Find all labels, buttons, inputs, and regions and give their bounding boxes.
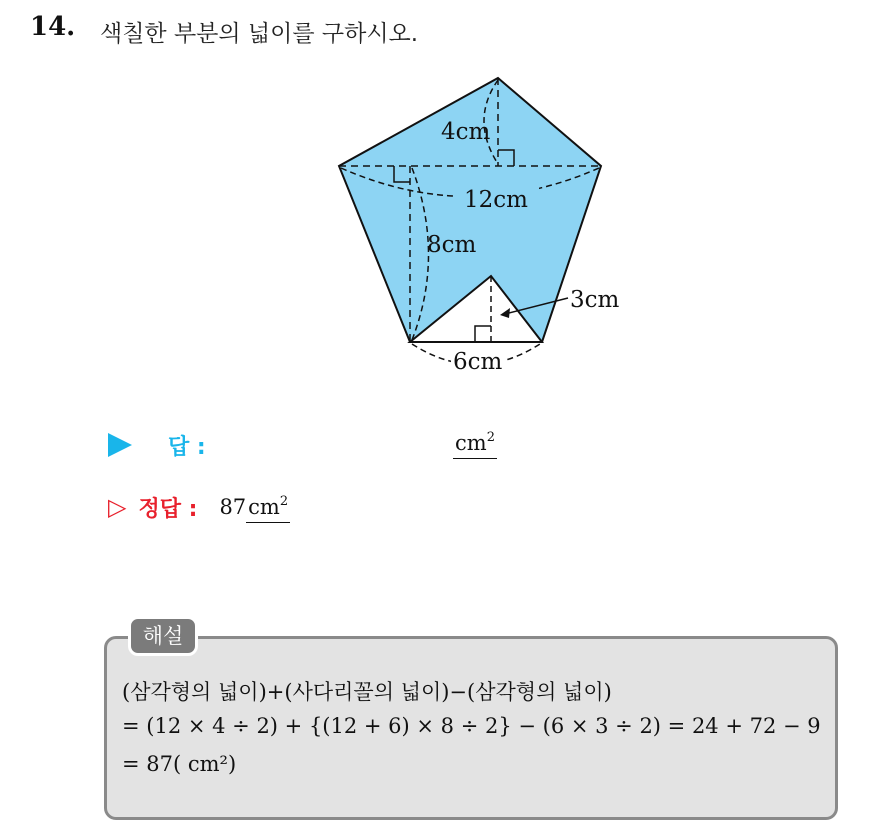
solution-line-2: = (12 × 4 ÷ 2) + {(12 + 6) × 8 ÷ 2} − (6 × 3 ÷ 2) = 24 + 72 − 9 bbox=[122, 714, 821, 738]
answer-label: 답 : bbox=[168, 434, 206, 460]
correct-unit-exp: 2 bbox=[279, 493, 289, 509]
answer-row bbox=[108, 428, 495, 462]
question-text: 색칠한 부분의 넓이를 구하시오. bbox=[100, 21, 419, 47]
answer-unit-base: cm bbox=[455, 431, 487, 455]
solution-line-1: (삼각형의 넓이)+(사다리꼴의 넓이)−(삼각형의 넓이) bbox=[122, 680, 612, 704]
solution-tag: 해설 bbox=[128, 616, 198, 656]
correct-unit bbox=[246, 492, 290, 523]
answer-unit[interactable] bbox=[453, 428, 497, 459]
label-12cm: 12cm bbox=[464, 187, 528, 213]
pentagon-figure bbox=[0, 0, 884, 410]
label-3cm: 3cm bbox=[570, 287, 620, 313]
outline-triangle-icon: ▷ bbox=[108, 493, 127, 521]
correct-unit-base: cm bbox=[248, 494, 280, 519]
play-triangle-icon bbox=[108, 433, 132, 457]
question-number: 14. bbox=[30, 12, 76, 42]
correct-answer-row bbox=[108, 490, 290, 524]
label-6cm: 6cm bbox=[453, 349, 503, 375]
answer-unit-exp: 2 bbox=[486, 430, 495, 445]
correct-value: 87 bbox=[219, 495, 247, 519]
label-8cm: 8cm bbox=[427, 232, 477, 258]
label-4cm: 4cm bbox=[441, 119, 491, 145]
correct-label: 정답 : bbox=[138, 496, 198, 522]
solution-line-3: = 87( cm²) bbox=[122, 752, 237, 776]
